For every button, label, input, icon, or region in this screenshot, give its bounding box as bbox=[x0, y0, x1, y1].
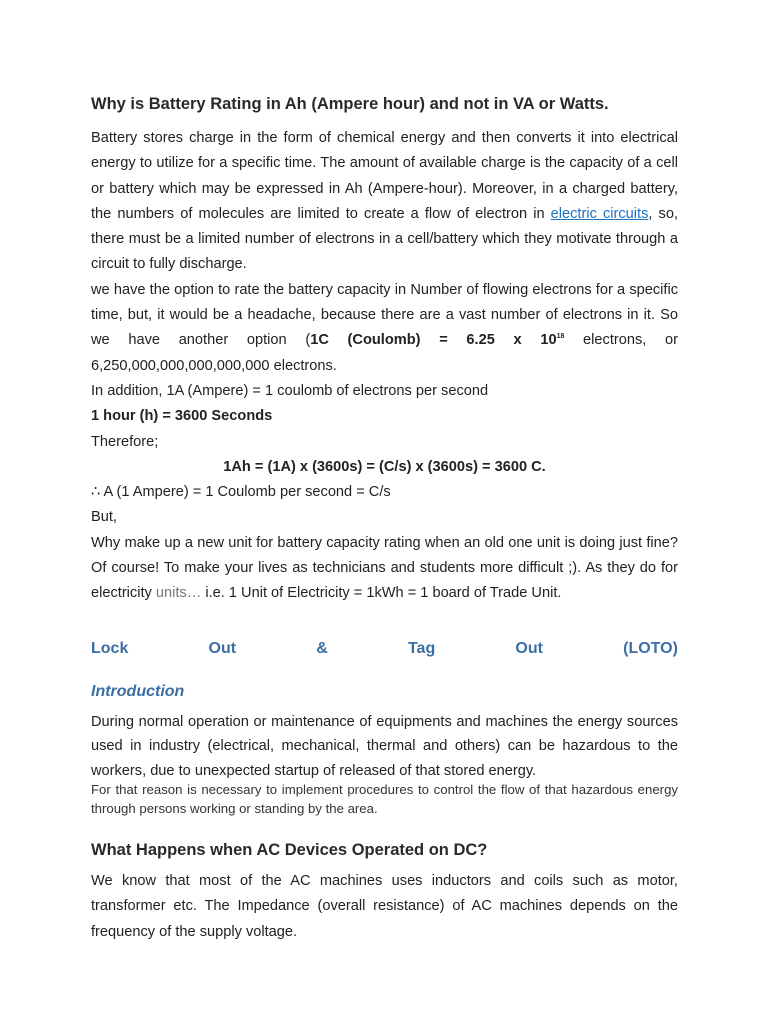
line-hour-definition: 1 hour (h) = 3600 Seconds bbox=[91, 408, 273, 425]
ac-on-dc-heading: What Happens when AC Devices Operated on DC? bbox=[91, 841, 488, 860]
loto-heading bbox=[91, 637, 678, 661]
paragraph-electrons bbox=[91, 278, 678, 379]
paragraph-text: we have the option to rate the battery capacity in Number of flowing electrons for a specific time, but, it would be a headache, because there are a vast number of electrons in it. So we have another option ( bbox=[91, 281, 678, 349]
line-therefore: Therefore; bbox=[91, 433, 159, 450]
paragraph-loto-intro: During normal operation or maintenance of equipments and machines the energy sources used in industry (electrical, mechanical, thermal and others) can be hazardous to the workers, due to unexpected startup of released of that stored energy. bbox=[91, 713, 678, 779]
paragraph-battery-charge bbox=[91, 126, 678, 278]
loto-word: (LOTO) bbox=[623, 639, 678, 657]
line-but: But, bbox=[91, 509, 117, 526]
loto-word: Out bbox=[208, 639, 237, 657]
paragraph-text: , so, there must be a limited number of electrons in a cell/battery which they motivate through a circuit to fully discharge. bbox=[91, 205, 679, 273]
introduction-heading: Introduction bbox=[91, 682, 185, 700]
coulomb-definition: 1C (Coulomb) = 6.25 x $10^{18}$ bbox=[310, 332, 565, 349]
loto-word: & bbox=[316, 639, 328, 657]
line-ampere-definition: In addition, 1A (Ampere) = 1 coulomb of electrons per second bbox=[91, 382, 489, 399]
article-title: Why is Battery Rating in Ah (Ampere hour) and not in VA or Watts. bbox=[91, 95, 609, 113]
electric-circuits-link[interactable]: electric circuits bbox=[550, 205, 649, 222]
formula-ah: 1Ah = (1A) x (3600s) = (C/s) x (3600s) = 3600 C. bbox=[223, 458, 546, 475]
exponent: 18 bbox=[556, 333, 565, 341]
paragraph-loto-procedures: For that reason is necessary to implement procedures to control the flow of that hazardous energy through persons working or standing by the area. bbox=[91, 782, 678, 817]
article-body bbox=[91, 92, 678, 945]
paragraph-ac-machines: We know that most of the AC machines uses inductors and coils such as motor, transformer etc. The Impedance (overall resistance) of AC machines depends on the frequency of the supply voltage. bbox=[91, 873, 678, 940]
units-text: units… bbox=[155, 585, 202, 602]
paragraph-text: Battery stores charge in the form of chemical energy and then converts it into electrical energy to utilize for a specific time. The amount of available charge is the capacity of a cell or battery which may be expressed in Ah (Ampere-hour). Moreover, in a charged battery, the numbers of molecules are limited to create a flow of electron in bbox=[91, 130, 678, 222]
loto-word: Lock bbox=[91, 639, 129, 657]
loto-word: Out bbox=[515, 639, 543, 657]
line-ampere-result: ∴ A (1 Ampere) = 1 Coulomb per second = C/s bbox=[91, 484, 391, 501]
paragraph-new-unit: Why make up a new unit for battery capacity rating when an old one unit is doing just fine? Of course! To make your lives as technicians and students more difficult ;). As they do for electricity units… i.e. 1 Unit of Electricity = 1kWh = 1 board of Trade Unit. bbox=[91, 534, 678, 602]
loto-word: Tag bbox=[407, 639, 436, 657]
paragraph-text: electrons, or 6,250,000,000,000,000,000 electrons. bbox=[91, 332, 678, 374]
